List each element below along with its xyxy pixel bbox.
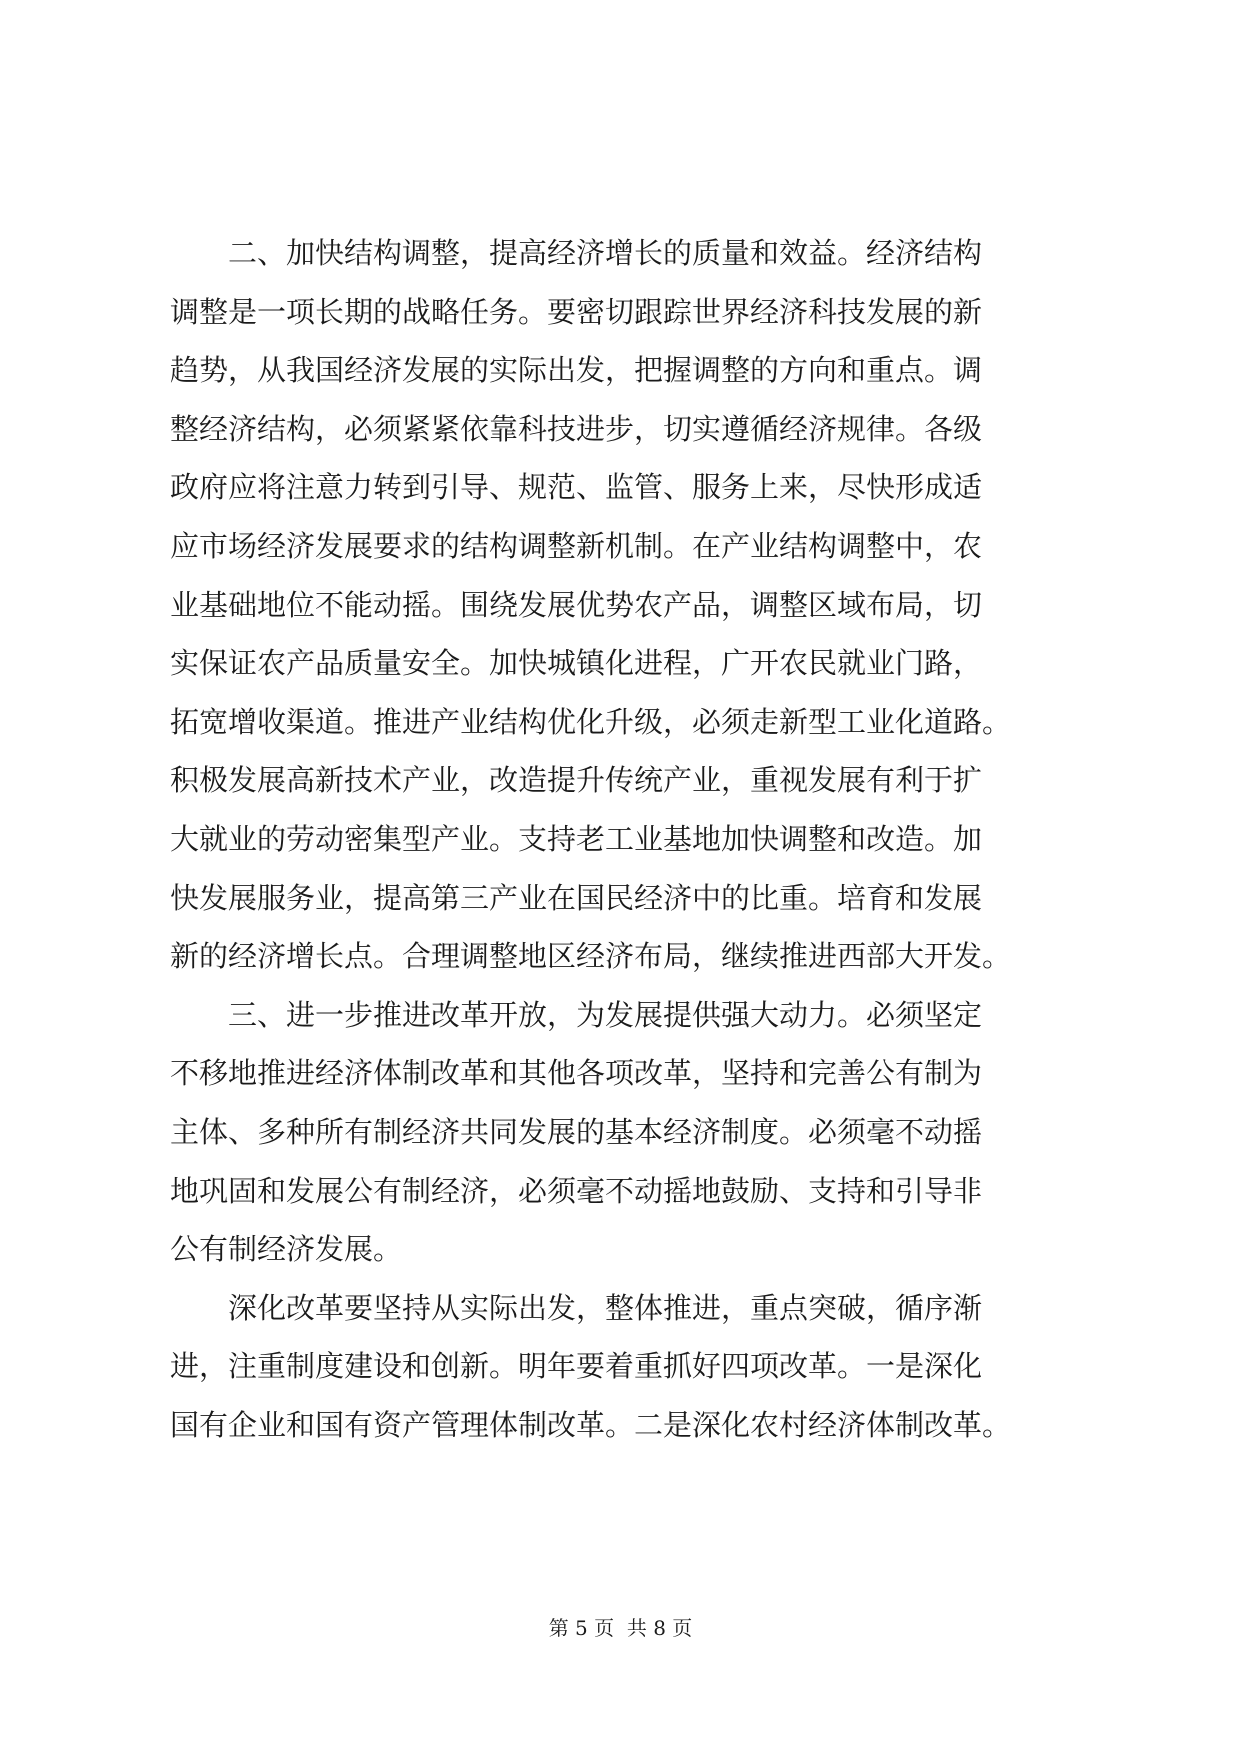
text-line: 不移地推进经济体制改革和其他各项改革，坚持和完善公有制为: [170, 1056, 983, 1091]
text-line: 业基础地位不能动摇。围绕发展优势农产品，调整区域布局，切: [170, 587, 983, 622]
text-line: 地巩固和发展公有制经济，必须毫不动摇地鼓励、支持和引导非: [170, 1173, 983, 1208]
text-line: 国有企业和国有资产管理体制改革。二是深化农村经济体制改革。: [170, 1407, 1012, 1442]
text-line: 公有制经济发展。: [170, 1232, 403, 1267]
text-line: 二、加快结构调整，提高经济增长的质量和效益。经济结构: [170, 236, 983, 270]
document-body: [170, 224, 1075, 1454]
text-line: 进，注重制度建设和创新。明年要着重抓好四项改革。一是深化: [170, 1349, 983, 1384]
text-line: 趋势，从我国经济发展的实际出发，把握调整的方向和重点。调: [170, 353, 983, 388]
text-line: 政府应将注意力转到引导、规范、监管、服务上来，尽快形成适: [170, 470, 983, 505]
text-line: 深化改革要坚持从实际出发，整体推进，重点突破，循序渐: [170, 1290, 983, 1325]
text-line: 快发展服务业，提高第三产业在国民经济中的比重。培育和发展: [170, 880, 983, 915]
page-footer: [0, 1614, 1241, 1642]
text-line: 三、进一步推进改革开放，为发展提供强大动力。必须坚定: [170, 997, 983, 1032]
text-line: 主体、多种所有制经济共同发展的基本经济制度。必须毫不动摇: [170, 1114, 983, 1149]
text-line: 应市场经济发展要求的结构调整新机制。在产业结构调整中，农: [170, 528, 983, 563]
text-line: 调整是一项长期的战略任务。要密切跟踪世界经济科技发展的新: [170, 294, 983, 329]
text-line: 积极发展高新技术产业，改造提升传统产业，重视发展有利于扩: [170, 763, 983, 798]
text-line: 大就业的劳动密集型产业。支持老工业基地加快调整和改造。加: [170, 821, 983, 856]
text-line: 拓宽增收渠道。推进产业结构优化升级，必须走新型工业化道路。: [170, 704, 1012, 739]
text-line: 实保证农产品质量安全。加快城镇化进程，广开农民就业门路，: [170, 646, 983, 681]
page-number: 第 5 页 共 8 页: [548, 1616, 693, 1640]
text-line: 新的经济增长点。合理调整地区经济布局，继续推进西部大开发。: [170, 939, 1012, 974]
text-line: 整经济结构，必须紧紧依靠科技进步，切实遵循经济规律。各级: [170, 411, 983, 446]
